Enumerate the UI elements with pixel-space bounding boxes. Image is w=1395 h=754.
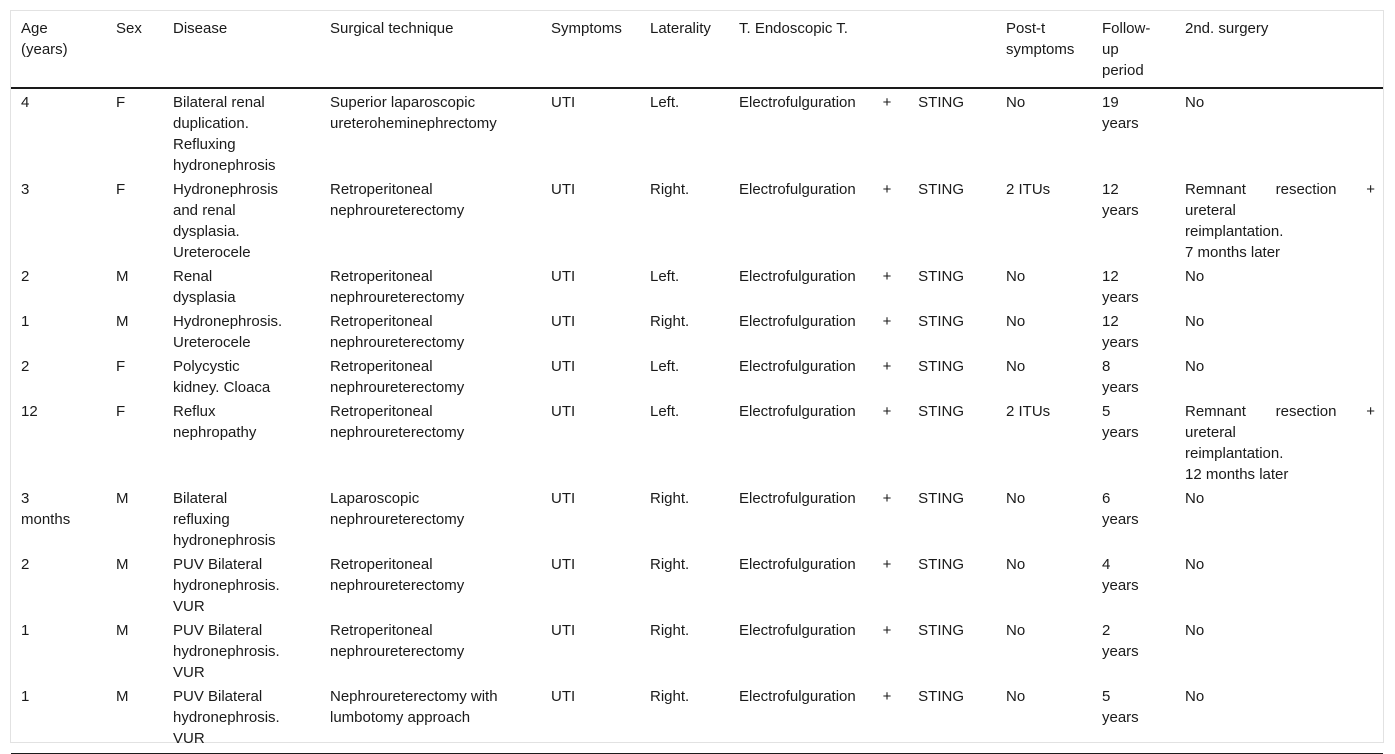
cell-disease: Reflux nephropathy — [173, 403, 257, 441]
cell-symptoms: UTI — [551, 490, 576, 507]
cell-technique: Laparoscopic nephroureterectomy — [330, 490, 465, 528]
cell-follow-up: 8 years — [1102, 358, 1139, 396]
cell-follow-up: 4 years — [1102, 556, 1139, 594]
header-row — [11, 11, 1383, 88]
cell-post-symptoms: No — [1006, 94, 1026, 111]
cell-sex: M — [116, 490, 129, 507]
cell-disease: Hydronephrosis and renal dysplasia. Ureterocele — [173, 181, 279, 261]
cell-endoscopic: Electrofulguration + STING — [729, 684, 996, 754]
cell-post-symptoms: No — [996, 684, 1092, 754]
cell-technique: Retroperitoneal nephroureterectomy — [330, 181, 465, 219]
cell-laterality: Right. — [650, 313, 690, 330]
cell-post-symptoms: No — [1006, 622, 1026, 639]
cell-age: 3 months — [21, 490, 71, 528]
table-frame — [10, 10, 1384, 747]
cell-endoscopic: Electrofulguration + STING — [739, 490, 964, 507]
cell-age: 12 — [21, 403, 38, 420]
table-row — [11, 309, 1383, 354]
cell-follow-up: 12 years — [1102, 268, 1139, 306]
table-row — [11, 618, 1383, 684]
cell-technique: Retroperitoneal nephroureterectomy — [330, 268, 465, 306]
cell-follow-up: 2 years — [1102, 622, 1139, 660]
cell-sex: F — [116, 358, 126, 375]
cell-symptoms: UTI — [551, 556, 576, 573]
cell-second-surgery: No — [1185, 268, 1205, 285]
cell-age: 2 — [21, 556, 30, 573]
cell-second-surgery: No — [1175, 684, 1383, 754]
cell-laterality: Left. — [650, 268, 680, 285]
header-symptoms: Symptoms — [541, 11, 640, 88]
cell-symptoms: UTI — [551, 358, 576, 375]
header-laterality: Laterality — [640, 11, 729, 88]
cell-symptoms: UTI — [551, 94, 576, 111]
cell-disease: Bilateral renal duplication. Refluxing hydronephrosis — [173, 94, 276, 174]
cell-endoscopic: Electrofulguration + STING — [739, 181, 964, 198]
cell-symptoms: UTI — [551, 181, 576, 198]
header-sex: Sex — [106, 11, 163, 88]
cell-endoscopic: Electrofulguration + STING — [739, 358, 964, 375]
cell-disease: Polycystic kidney. Cloaca — [173, 358, 271, 396]
cell-laterality: Left. — [650, 358, 680, 375]
cell-symptoms: UTI — [551, 403, 576, 420]
header-disease: Disease — [163, 11, 320, 88]
cell-follow-up: 6 years — [1102, 490, 1139, 528]
header-follow-up: Follow- up period — [1092, 11, 1175, 88]
cell-age: 4 — [21, 94, 30, 111]
cell-sex: M — [116, 313, 129, 330]
cell-technique: Retroperitoneal nephroureterectomy — [330, 556, 465, 594]
table-row — [11, 684, 1383, 754]
cell-post-symptoms: No — [1006, 556, 1026, 573]
header-endoscopic: T. Endoscopic T. — [729, 11, 996, 88]
cell-follow-up: 12 years — [1102, 313, 1139, 351]
cell-sex: F — [116, 403, 126, 420]
cell-disease: PUV Bilateral hydronephrosis. VUR — [173, 622, 280, 681]
header-age: Age (years) — [11, 11, 106, 88]
cell-post-symptoms: No — [1006, 313, 1026, 330]
cell-post-symptoms: 2 ITUs — [1006, 181, 1051, 198]
cell-post-symptoms: No — [1006, 358, 1026, 375]
table-row — [11, 354, 1383, 399]
cell-disease: Renal dysplasia — [173, 268, 236, 306]
cell-endoscopic: Electrofulguration + STING — [739, 268, 964, 285]
cell-technique: Retroperitoneal nephroureterectomy — [330, 358, 465, 396]
table-row — [11, 552, 1383, 618]
cell-sex: F — [116, 181, 126, 198]
cell-laterality: Left. — [650, 403, 680, 420]
cell-post-symptoms: 2 ITUs — [1006, 403, 1051, 420]
header-technique: Surgical technique — [320, 11, 541, 88]
header-post-symptoms: Post-t symptoms — [996, 11, 1092, 88]
cell-second-surgery: Remnant resection + ureteral reimplantation. 7 months later — [1185, 181, 1375, 261]
cell-disease: Hydronephrosis. Ureterocele — [173, 313, 283, 351]
cell-endoscopic: Electrofulguration + STING — [739, 556, 964, 573]
cell-disease: PUV Bilateral hydronephrosis. VUR — [173, 556, 280, 615]
cell-second-surgery: No — [1185, 556, 1205, 573]
cell-endoscopic: Electrofulguration + STING — [739, 313, 964, 330]
cell-sex: M — [116, 622, 129, 639]
cell-technique: Retroperitoneal nephroureterectomy — [330, 403, 465, 441]
cell-sex: M — [106, 684, 163, 754]
cell-second-surgery: No — [1185, 313, 1205, 330]
cell-age: 1 — [21, 622, 30, 639]
cell-follow-up: 12 years — [1102, 181, 1139, 219]
cell-age: 2 — [21, 268, 30, 285]
cell-second-surgery: Remnant resection + ureteral reimplantation. 12 months later — [1185, 403, 1375, 483]
cell-laterality: Right. — [650, 490, 690, 507]
cell-post-symptoms: No — [1006, 490, 1026, 507]
cell-sex: M — [116, 556, 129, 573]
cell-follow-up: 5 years — [1092, 684, 1175, 754]
table-body — [11, 88, 1383, 754]
cell-second-surgery: No — [1185, 490, 1205, 507]
table-row — [11, 486, 1383, 552]
cell-endoscopic: Electrofulguration + STING — [739, 94, 964, 111]
cell-symptoms: UTI — [551, 622, 576, 639]
cell-laterality: Right. — [640, 684, 729, 754]
cell-laterality: Right. — [650, 556, 690, 573]
cell-age: 3 — [21, 181, 30, 198]
table-row — [11, 177, 1383, 264]
cell-technique: Superior laparoscopic ureteroheminephrectomy — [330, 94, 497, 132]
cell-endoscopic: Electrofulguration + STING — [739, 622, 964, 639]
cell-post-symptoms: No — [1006, 268, 1026, 285]
cell-symptoms: UTI — [551, 313, 576, 330]
cell-endoscopic: Electrofulguration + STING — [739, 403, 964, 420]
cell-technique: Retroperitoneal nephroureterectomy — [330, 622, 465, 660]
table-row — [11, 88, 1383, 177]
cell-sex: M — [116, 268, 129, 285]
cell-sex: F — [116, 94, 126, 111]
cell-laterality: Right. — [650, 622, 690, 639]
table-row — [11, 399, 1383, 486]
cell-technique: Retroperitoneal nephroureterectomy — [330, 313, 465, 351]
cell-symptoms: UTI — [551, 268, 576, 285]
cell-second-surgery: No — [1185, 358, 1205, 375]
cell-disease: PUV Bilateral hydronephrosis. VUR — [163, 684, 320, 754]
header-second-surgery: 2nd. surgery — [1175, 11, 1383, 88]
cell-age: 2 — [21, 358, 30, 375]
cell-technique: Nephroureterectomy with lumbotomy approach — [320, 684, 541, 754]
cell-follow-up: 5 years — [1102, 403, 1139, 441]
cell-laterality: Left. — [650, 94, 680, 111]
cell-disease: Bilateral refluxing hydronephrosis — [173, 490, 276, 549]
cell-second-surgery: No — [1185, 94, 1205, 111]
patients-table — [11, 11, 1383, 754]
cell-age: 1 — [21, 313, 30, 330]
cell-laterality: Right. — [650, 181, 690, 198]
cell-symptoms: UTI — [541, 684, 640, 754]
table-row — [11, 264, 1383, 309]
cell-follow-up: 19 years — [1102, 94, 1139, 132]
cell-second-surgery: No — [1185, 622, 1205, 639]
cell-age: 1 — [11, 684, 106, 754]
